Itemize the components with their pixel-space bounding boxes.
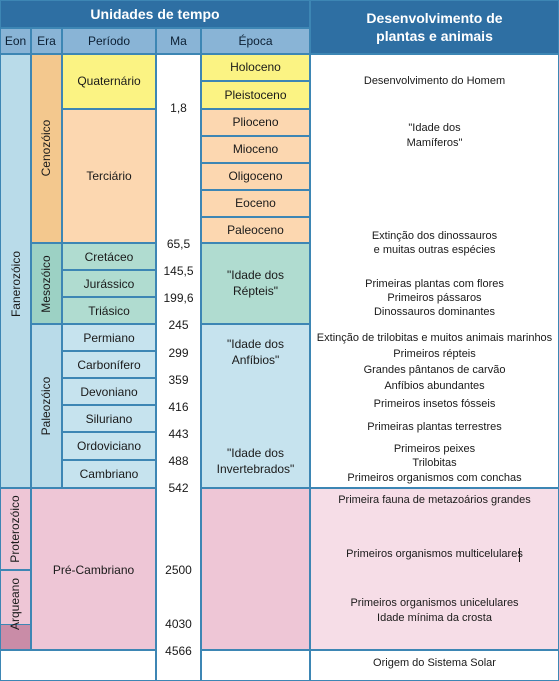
dev-item: Mamíferos" [406,137,463,149]
epoch-label-paleoceno: Paleoceno [227,223,284,237]
ma-value: 245 [168,318,189,332]
dev-item: Extinção de trilobitas e muitos animais marinhos [316,332,553,344]
epoch-label-holoceno: Holoceno [230,60,281,74]
eon-label-proterozoico: Proterozóico [8,495,22,563]
ma-value: 4030 [165,617,192,631]
ma-value: 416 [168,400,189,414]
period-label-cambriano: Cambriano [79,467,139,481]
epoch-label-invertebrados-line2: Invertebrados" [216,462,295,476]
ma-value: 2500 [165,563,192,577]
period-label-siluriano: Siluriano [85,412,133,426]
ma-value: 488 [168,454,189,468]
ma-value: 299 [168,346,189,360]
period-label-triasico: Triásico [88,304,130,318]
col-header-eon: Eon [0,28,31,54]
epoch-label-eoceno: Eoceno [235,196,276,210]
cursor-mark [519,548,526,562]
period-label-quaternario: Quaternário [77,74,141,88]
epoch-label-anfibios-line1: "Idade dos [227,337,284,351]
dev-item: Primeiras plantas terrestres [367,421,502,433]
dev-item: Idade mínima da crosta [377,612,492,624]
era-label-mesozoico: Mesozóico [39,255,53,313]
ma-value: 65,5 [166,237,191,251]
col-header-era: Era [31,28,62,54]
ma-value: 199,6 [163,291,194,305]
epoch-label-anfibios-line2: Anfíbios" [231,353,280,367]
epoch-label-repteis-line1: "Idade dos [227,268,284,282]
era-label-paleozoico: Paleozóico [39,376,53,436]
ma-column [156,54,201,681]
ma-value: 542 [168,481,189,495]
period-label-cretaceo: Cretáceo [84,250,134,264]
dev-item: Primeiros insetos fósseis [373,398,496,410]
period-label-carbonifero: Carbonífero [77,358,141,372]
dev-item: Anfíbios abundantes [384,380,485,392]
ma-value: 1,8 [170,101,187,115]
epoch-label-oligoceno: Oligoceno [228,169,283,183]
dev-item: Primeiros répteis [393,348,476,360]
era-label-cenozoico: Cenozóico [39,119,53,177]
epoch-label-repteis-line2: Répteis" [233,284,278,298]
dev-item: Primeiros organismos unicelulares [350,597,519,609]
period-label-terciario: Terciário [86,169,132,183]
header-development: Desenvolvimento de plantas e animais [310,0,559,54]
period-label-permiano: Permiano [83,331,135,345]
epoch-label-invertebrados-line1: "Idade dos [227,446,284,460]
dev-item: Desenvolvimento do Homem [363,75,506,87]
eon-label-fanerozoico: Fanerozóico [9,250,23,318]
dev-item: Dinossauros dominantes [373,306,496,318]
epoch-label-mioceno: Mioceno [232,142,279,156]
epoch-label-pleistoceno: Pleistoceno [224,88,287,102]
period-label-jurassico: Jurássico [83,277,135,291]
dev-item: e muitas outras espécies [373,244,496,256]
col-header-ma: Ma [156,28,201,54]
epoch-label-plioceno: Plioceno [232,115,279,129]
period-label-ordoviciano: Ordoviciano [76,439,142,453]
header-time-units: Unidades de tempo [0,0,310,28]
col-header-epoch: Época [201,28,310,54]
dev-item: Primeiros peixes [393,443,476,455]
ma-value: 359 [168,373,189,387]
dev-item: Origem do Sistema Solar [373,657,496,669]
dev-item: Extinção dos dinossauros [371,230,498,242]
dev-item: Primeiros pássaros [387,292,482,304]
dev-item: Grandes pântanos de carvão [363,364,506,376]
dev-item: Primeiros organismos com conchas [347,472,522,484]
dev-item: Primeira fauna de metazoários grandes [338,494,531,506]
period-label-devoniano: Devoniano [80,385,138,399]
epoch-precambrian-block [201,488,310,650]
ma-value: 443 [168,427,189,441]
dev-item: Trilobitas [412,457,457,469]
ma-value: 145,5 [163,264,194,278]
dev-item: Primeiros organismos multicelulares [346,548,523,560]
epoch-bottom-blank [201,650,310,681]
period-label-precambriano: Pré-Cambriano [52,563,135,577]
eon-bottom-blank [0,650,156,681]
dev-item: "Idade dos [408,122,461,134]
eon-label-arqueano: Arqueano [8,577,22,631]
ma-value: 4566 [165,644,192,658]
dev-item: Primeiras plantas com flores [365,278,504,290]
col-header-period: Período [62,28,156,54]
